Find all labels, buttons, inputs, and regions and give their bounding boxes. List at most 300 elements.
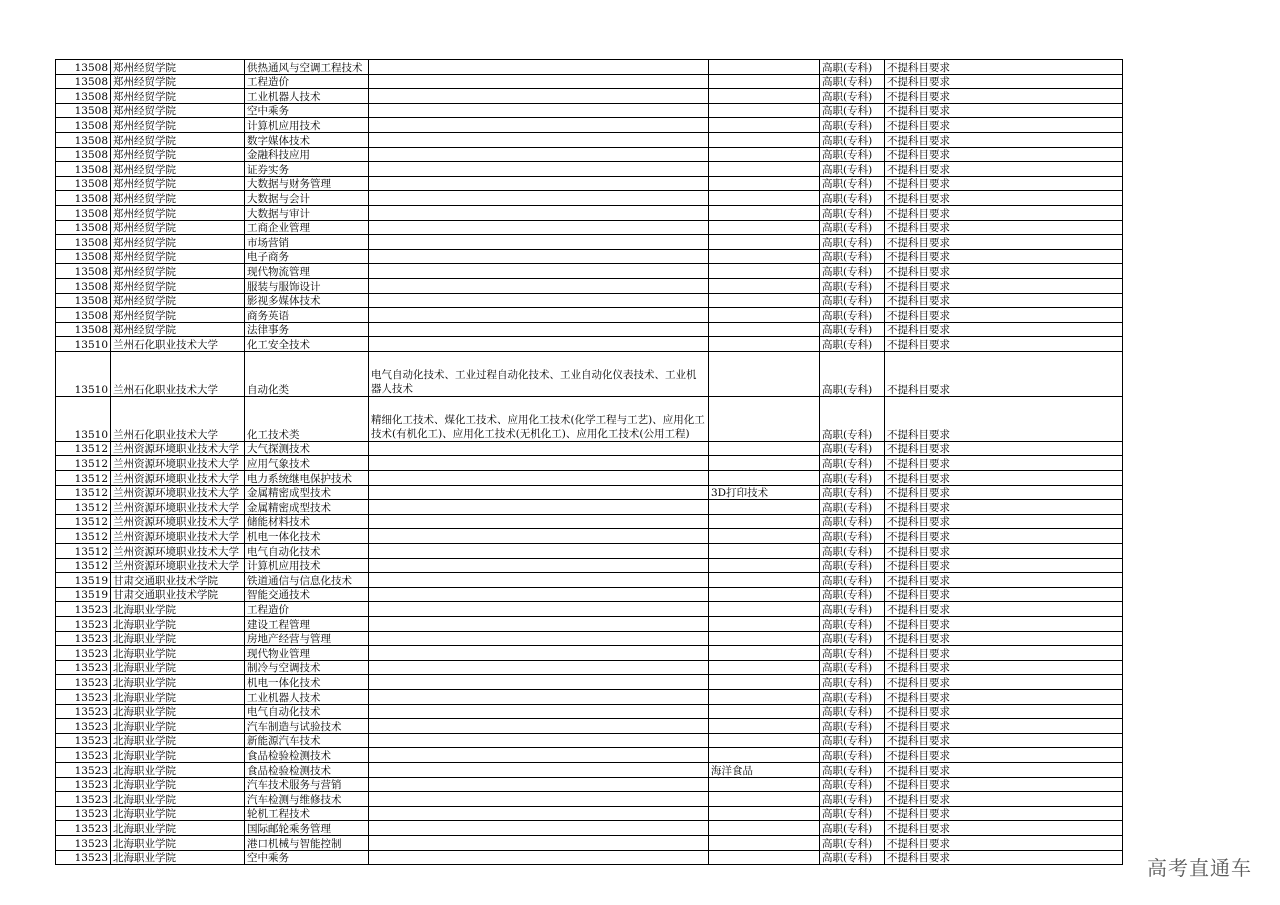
- school-code-cell: 13523: [56, 689, 111, 704]
- school-name-cell: 北海职业学院: [111, 777, 245, 792]
- school-name-cell: 郑州经贸学院: [111, 74, 245, 89]
- school-name-cell: 郑州经贸学院: [111, 176, 245, 191]
- subject-requirement-cell: 不提科目要求: [885, 396, 1123, 441]
- major-name-cell: 汽车制造与试验技术: [245, 719, 369, 734]
- included-majors-cell: [369, 74, 709, 89]
- major-name-cell: 建设工程管理: [245, 617, 369, 632]
- subject-requirement-cell: 不提科目要求: [885, 500, 1123, 515]
- school-name-cell: 北海职业学院: [111, 675, 245, 690]
- subject-requirement-cell: 不提科目要求: [885, 587, 1123, 602]
- major-name-cell: 市场营销: [245, 235, 369, 250]
- table-row: [56, 660, 1123, 675]
- remark-cell: [709, 573, 820, 588]
- school-code-cell: 13523: [56, 660, 111, 675]
- subject-requirement-cell: 不提科目要求: [885, 351, 1123, 396]
- remark-cell: [709, 322, 820, 337]
- level-cell: 高职(专科): [820, 631, 885, 646]
- remark-cell: [709, 60, 820, 75]
- subject-requirement-cell: 不提科目要求: [885, 835, 1123, 850]
- school-code-cell: 13508: [56, 235, 111, 250]
- major-name-cell: 电力系统继电保护技术: [245, 471, 369, 486]
- school-name-cell: 北海职业学院: [111, 762, 245, 777]
- included-majors-cell: [369, 631, 709, 646]
- major-name-cell: 国际邮轮乘务管理: [245, 821, 369, 836]
- subject-requirement-cell: 不提科目要求: [885, 704, 1123, 719]
- included-majors-cell: 精细化工技术、煤化工技术、应用化工技术(化学工程与工艺)、应用化工技术(有机化工)、应用化工技术(无机化工)、应用化工技术(公用工程): [369, 396, 709, 441]
- table-row: [56, 322, 1123, 337]
- table-row: [56, 351, 1123, 396]
- remark-cell: [709, 777, 820, 792]
- table-row: [56, 278, 1123, 293]
- table-row: [56, 821, 1123, 836]
- remark-cell: [709, 264, 820, 279]
- subject-requirement-cell: 不提科目要求: [885, 573, 1123, 588]
- school-code-cell: 13508: [56, 220, 111, 235]
- subject-requirement-cell: 不提科目要求: [885, 205, 1123, 220]
- school-code-cell: 13512: [56, 485, 111, 500]
- subject-requirement-cell: 不提科目要求: [885, 514, 1123, 529]
- remark-cell: [709, 132, 820, 147]
- major-name-cell: 机电一体化技术: [245, 529, 369, 544]
- school-code-cell: 13508: [56, 60, 111, 75]
- remark-cell: [709, 631, 820, 646]
- included-majors-cell: [369, 249, 709, 264]
- remark-cell: [709, 792, 820, 807]
- level-cell: 高职(专科): [820, 617, 885, 632]
- table-row: [56, 337, 1123, 352]
- included-majors-cell: [369, 850, 709, 865]
- school-name-cell: 郑州经贸学院: [111, 293, 245, 308]
- subject-requirement-cell: 不提科目要求: [885, 558, 1123, 573]
- table-row: [56, 235, 1123, 250]
- remark-cell: [709, 689, 820, 704]
- school-code-cell: 13523: [56, 719, 111, 734]
- included-majors-cell: [369, 689, 709, 704]
- table-row: [56, 587, 1123, 602]
- included-majors-cell: [369, 162, 709, 177]
- major-name-cell: 机电一体化技术: [245, 675, 369, 690]
- subject-requirement-cell: 不提科目要求: [885, 162, 1123, 177]
- major-name-cell: 电气自动化技术: [245, 544, 369, 559]
- subject-requirement-cell: 不提科目要求: [885, 278, 1123, 293]
- subject-requirement-cell: 不提科目要求: [885, 719, 1123, 734]
- remark-cell: [709, 748, 820, 763]
- table-row: [56, 806, 1123, 821]
- level-cell: 高职(专科): [820, 689, 885, 704]
- school-name-cell: 兰州资源环境职业技术大学: [111, 558, 245, 573]
- remark-cell: [709, 118, 820, 133]
- school-name-cell: 兰州资源环境职业技术大学: [111, 441, 245, 456]
- level-cell: 高职(专科): [820, 441, 885, 456]
- major-name-cell: 计算机应用技术: [245, 558, 369, 573]
- remark-cell: 海洋食品: [709, 762, 820, 777]
- included-majors-cell: [369, 733, 709, 748]
- subject-requirement-cell: 不提科目要求: [885, 821, 1123, 836]
- major-name-cell: 金属精密成型技术: [245, 485, 369, 500]
- school-name-cell: 北海职业学院: [111, 689, 245, 704]
- school-code-cell: 13512: [56, 471, 111, 486]
- included-majors-cell: [369, 835, 709, 850]
- school-code-cell: 13508: [56, 293, 111, 308]
- included-majors-cell: [369, 485, 709, 500]
- included-majors-cell: [369, 500, 709, 515]
- table-row: [56, 529, 1123, 544]
- subject-requirement-cell: 不提科目要求: [885, 660, 1123, 675]
- remark-cell: [709, 660, 820, 675]
- school-name-cell: 北海职业学院: [111, 631, 245, 646]
- subject-requirement-cell: 不提科目要求: [885, 147, 1123, 162]
- school-name-cell: 兰州资源环境职业技术大学: [111, 529, 245, 544]
- included-majors-cell: [369, 471, 709, 486]
- subject-requirement-cell: 不提科目要求: [885, 485, 1123, 500]
- table-row: [56, 147, 1123, 162]
- remark-cell: [709, 646, 820, 661]
- major-name-cell: 大气探测技术: [245, 441, 369, 456]
- subject-requirement-cell: 不提科目要求: [885, 689, 1123, 704]
- level-cell: 高职(专科): [820, 529, 885, 544]
- school-code-cell: 13523: [56, 835, 111, 850]
- remark-cell: [709, 500, 820, 515]
- included-majors-cell: [369, 176, 709, 191]
- remark-cell: [709, 176, 820, 191]
- major-name-cell: 食品检验检测技术: [245, 748, 369, 763]
- school-code-cell: 13523: [56, 617, 111, 632]
- school-code-cell: 13508: [56, 278, 111, 293]
- school-name-cell: 北海职业学院: [111, 617, 245, 632]
- level-cell: 高职(专科): [820, 118, 885, 133]
- table-row: [56, 249, 1123, 264]
- included-majors-cell: [369, 191, 709, 206]
- school-code-cell: 13508: [56, 118, 111, 133]
- table-row: [56, 89, 1123, 104]
- subject-requirement-cell: 不提科目要求: [885, 60, 1123, 75]
- level-cell: 高职(专科): [820, 396, 885, 441]
- major-name-cell: 汽车技术服务与营销: [245, 777, 369, 792]
- major-name-cell: 房地产经营与管理: [245, 631, 369, 646]
- included-majors-cell: [369, 322, 709, 337]
- level-cell: 高职(专科): [820, 337, 885, 352]
- school-name-cell: 兰州石化职业技术大学: [111, 351, 245, 396]
- table-row: [56, 544, 1123, 559]
- major-name-cell: 工程造价: [245, 74, 369, 89]
- major-name-cell: 智能交通技术: [245, 587, 369, 602]
- included-majors-cell: [369, 103, 709, 118]
- table-row: [56, 617, 1123, 632]
- subject-requirement-cell: 不提科目要求: [885, 74, 1123, 89]
- level-cell: 高职(专科): [820, 485, 885, 500]
- included-majors-cell: [369, 278, 709, 293]
- school-code-cell: 13510: [56, 337, 111, 352]
- subject-requirement-cell: 不提科目要求: [885, 529, 1123, 544]
- level-cell: 高职(专科): [820, 205, 885, 220]
- school-name-cell: 北海职业学院: [111, 646, 245, 661]
- watermark-text: 高考直通车: [1147, 856, 1252, 880]
- table-row: [56, 733, 1123, 748]
- level-cell: 高职(专科): [820, 132, 885, 147]
- school-code-cell: 13523: [56, 704, 111, 719]
- school-name-cell: 郑州经贸学院: [111, 191, 245, 206]
- school-name-cell: 北海职业学院: [111, 792, 245, 807]
- level-cell: 高职(专科): [820, 235, 885, 250]
- subject-requirement-cell: 不提科目要求: [885, 89, 1123, 104]
- table-row: [56, 514, 1123, 529]
- table-row: [56, 60, 1123, 75]
- included-majors-cell: [369, 205, 709, 220]
- included-majors-cell: [369, 132, 709, 147]
- level-cell: 高职(专科): [820, 806, 885, 821]
- level-cell: 高职(专科): [820, 573, 885, 588]
- level-cell: 高职(专科): [820, 278, 885, 293]
- school-code-cell: 13508: [56, 147, 111, 162]
- included-majors-cell: [369, 675, 709, 690]
- remark-cell: [709, 337, 820, 352]
- table-row: [56, 602, 1123, 617]
- level-cell: 高职(专科): [820, 544, 885, 559]
- major-name-cell: 工业机器人技术: [245, 689, 369, 704]
- included-majors-cell: [369, 821, 709, 836]
- included-majors-cell: [369, 587, 709, 602]
- school-code-cell: 13523: [56, 806, 111, 821]
- included-majors-cell: [369, 118, 709, 133]
- remark-cell: [709, 544, 820, 559]
- major-name-cell: 制冷与空调技术: [245, 660, 369, 675]
- school-name-cell: 郑州经贸学院: [111, 220, 245, 235]
- included-majors-cell: [369, 660, 709, 675]
- remark-cell: 3D打印技术: [709, 485, 820, 500]
- major-name-cell: 港口机械与智能控制: [245, 835, 369, 850]
- level-cell: 高职(专科): [820, 89, 885, 104]
- remark-cell: [709, 850, 820, 865]
- table-row: [56, 573, 1123, 588]
- subject-requirement-cell: 不提科目要求: [885, 293, 1123, 308]
- subject-requirement-cell: 不提科目要求: [885, 264, 1123, 279]
- subject-requirement-cell: 不提科目要求: [885, 748, 1123, 763]
- remark-cell: [709, 617, 820, 632]
- major-name-cell: 数字媒体技术: [245, 132, 369, 147]
- level-cell: 高职(专科): [820, 162, 885, 177]
- level-cell: 高职(专科): [820, 587, 885, 602]
- subject-requirement-cell: 不提科目要求: [885, 441, 1123, 456]
- table-row: [56, 456, 1123, 471]
- subject-requirement-cell: 不提科目要求: [885, 762, 1123, 777]
- level-cell: 高职(专科): [820, 176, 885, 191]
- remark-cell: [709, 89, 820, 104]
- level-cell: 高职(专科): [820, 514, 885, 529]
- level-cell: 高职(专科): [820, 249, 885, 264]
- school-name-cell: 北海职业学院: [111, 704, 245, 719]
- major-name-cell: 服装与服饰设计: [245, 278, 369, 293]
- table-row: [56, 558, 1123, 573]
- subject-requirement-cell: 不提科目要求: [885, 602, 1123, 617]
- remark-cell: [709, 162, 820, 177]
- included-majors-cell: [369, 573, 709, 588]
- level-cell: 高职(专科): [820, 835, 885, 850]
- level-cell: 高职(专科): [820, 748, 885, 763]
- school-code-cell: 13512: [56, 529, 111, 544]
- level-cell: 高职(专科): [820, 792, 885, 807]
- school-code-cell: 13523: [56, 850, 111, 865]
- school-name-cell: 郑州经贸学院: [111, 103, 245, 118]
- subject-requirement-cell: 不提科目要求: [885, 456, 1123, 471]
- table-row: [56, 264, 1123, 279]
- major-name-cell: 自动化类: [245, 351, 369, 396]
- remark-cell: [709, 235, 820, 250]
- major-name-cell: 大数据与财务管理: [245, 176, 369, 191]
- table-row: [56, 162, 1123, 177]
- school-name-cell: 兰州资源环境职业技术大学: [111, 485, 245, 500]
- level-cell: 高职(专科): [820, 602, 885, 617]
- major-name-cell: 应用气象技术: [245, 456, 369, 471]
- school-code-cell: 13523: [56, 748, 111, 763]
- school-code-cell: 13512: [56, 514, 111, 529]
- school-code-cell: 13508: [56, 132, 111, 147]
- subject-requirement-cell: 不提科目要求: [885, 806, 1123, 821]
- level-cell: 高职(专科): [820, 220, 885, 235]
- major-name-cell: 化工安全技术: [245, 337, 369, 352]
- major-name-cell: 影视多媒体技术: [245, 293, 369, 308]
- major-name-cell: 空中乘务: [245, 103, 369, 118]
- included-majors-cell: [369, 514, 709, 529]
- subject-requirement-cell: 不提科目要求: [885, 675, 1123, 690]
- school-name-cell: 兰州资源环境职业技术大学: [111, 500, 245, 515]
- major-name-cell: 大数据与会计: [245, 191, 369, 206]
- level-cell: 高职(专科): [820, 558, 885, 573]
- major-name-cell: 商务英语: [245, 308, 369, 323]
- table-row: [56, 308, 1123, 323]
- school-name-cell: 兰州资源环境职业技术大学: [111, 514, 245, 529]
- included-majors-cell: [369, 220, 709, 235]
- school-name-cell: 郑州经贸学院: [111, 249, 245, 264]
- included-majors-cell: [369, 89, 709, 104]
- remark-cell: [709, 835, 820, 850]
- school-code-cell: 13512: [56, 500, 111, 515]
- major-name-cell: 工商企业管理: [245, 220, 369, 235]
- school-code-cell: 13508: [56, 191, 111, 206]
- school-name-cell: 北海职业学院: [111, 748, 245, 763]
- school-name-cell: 北海职业学院: [111, 850, 245, 865]
- school-code-cell: 13508: [56, 264, 111, 279]
- table-row: [56, 118, 1123, 133]
- level-cell: 高职(专科): [820, 704, 885, 719]
- included-majors-cell: [369, 646, 709, 661]
- remark-cell: [709, 249, 820, 264]
- school-name-cell: 郑州经贸学院: [111, 205, 245, 220]
- table-row: [56, 220, 1123, 235]
- level-cell: 高职(专科): [820, 733, 885, 748]
- school-name-cell: 兰州石化职业技术大学: [111, 396, 245, 441]
- level-cell: 高职(专科): [820, 660, 885, 675]
- subject-requirement-cell: 不提科目要求: [885, 777, 1123, 792]
- level-cell: 高职(专科): [820, 60, 885, 75]
- level-cell: 高职(专科): [820, 471, 885, 486]
- subject-requirement-cell: 不提科目要求: [885, 733, 1123, 748]
- school-name-cell: 北海职业学院: [111, 660, 245, 675]
- subject-requirement-cell: 不提科目要求: [885, 103, 1123, 118]
- table-row: [56, 792, 1123, 807]
- school-code-cell: 13510: [56, 351, 111, 396]
- school-code-cell: 13512: [56, 558, 111, 573]
- table-row: [56, 646, 1123, 661]
- included-majors-cell: [369, 792, 709, 807]
- table-row: [56, 293, 1123, 308]
- level-cell: 高职(专科): [820, 850, 885, 865]
- remark-cell: [709, 733, 820, 748]
- major-name-cell: 供热通风与空调工程技术: [245, 60, 369, 75]
- remark-cell: [709, 441, 820, 456]
- school-name-cell: 郑州经贸学院: [111, 235, 245, 250]
- school-name-cell: 北海职业学院: [111, 602, 245, 617]
- included-majors-cell: [369, 456, 709, 471]
- major-name-cell: 金属精密成型技术: [245, 500, 369, 515]
- remark-cell: [709, 471, 820, 486]
- school-name-cell: 北海职业学院: [111, 806, 245, 821]
- table-row: [56, 762, 1123, 777]
- subject-requirement-cell: 不提科目要求: [885, 176, 1123, 191]
- remark-cell: [709, 704, 820, 719]
- remark-cell: [709, 806, 820, 821]
- major-name-cell: 储能材料技术: [245, 514, 369, 529]
- major-name-cell: 工程造价: [245, 602, 369, 617]
- remark-cell: [709, 602, 820, 617]
- subject-requirement-cell: 不提科目要求: [885, 617, 1123, 632]
- remark-cell: [709, 351, 820, 396]
- table-row: [56, 103, 1123, 118]
- major-name-cell: 法律事务: [245, 322, 369, 337]
- included-majors-cell: [369, 529, 709, 544]
- table-row: [56, 396, 1123, 441]
- school-code-cell: 13523: [56, 646, 111, 661]
- remark-cell: [709, 675, 820, 690]
- major-name-cell: 化工技术类: [245, 396, 369, 441]
- major-name-cell: 汽车检测与维修技术: [245, 792, 369, 807]
- school-code-cell: 13508: [56, 205, 111, 220]
- major-name-cell: 证券实务: [245, 162, 369, 177]
- remark-cell: [709, 205, 820, 220]
- included-majors-cell: [369, 264, 709, 279]
- included-majors-cell: [369, 544, 709, 559]
- table-row: [56, 777, 1123, 792]
- school-name-cell: 兰州资源环境职业技术大学: [111, 544, 245, 559]
- school-name-cell: 北海职业学院: [111, 733, 245, 748]
- school-code-cell: 13523: [56, 733, 111, 748]
- school-name-cell: 北海职业学院: [111, 719, 245, 734]
- school-name-cell: 郑州经贸学院: [111, 308, 245, 323]
- remark-cell: [709, 514, 820, 529]
- level-cell: 高职(专科): [820, 74, 885, 89]
- remark-cell: [709, 719, 820, 734]
- table-row: [56, 176, 1123, 191]
- table-row: [56, 704, 1123, 719]
- table-row: [56, 675, 1123, 690]
- school-code-cell: 13508: [56, 176, 111, 191]
- school-code-cell: 13508: [56, 162, 111, 177]
- level-cell: 高职(专科): [820, 456, 885, 471]
- major-name-cell: 空中乘务: [245, 850, 369, 865]
- major-name-cell: 新能源汽车技术: [245, 733, 369, 748]
- school-name-cell: 郑州经贸学院: [111, 118, 245, 133]
- included-majors-cell: [369, 602, 709, 617]
- included-majors-cell: [369, 777, 709, 792]
- subject-requirement-cell: 不提科目要求: [885, 118, 1123, 133]
- subject-requirement-cell: 不提科目要求: [885, 191, 1123, 206]
- school-code-cell: 13523: [56, 792, 111, 807]
- level-cell: 高职(专科): [820, 675, 885, 690]
- major-name-cell: 计算机应用技术: [245, 118, 369, 133]
- included-majors-cell: [369, 704, 709, 719]
- included-majors-cell: [369, 806, 709, 821]
- school-code-cell: 13523: [56, 762, 111, 777]
- school-code-cell: 13519: [56, 573, 111, 588]
